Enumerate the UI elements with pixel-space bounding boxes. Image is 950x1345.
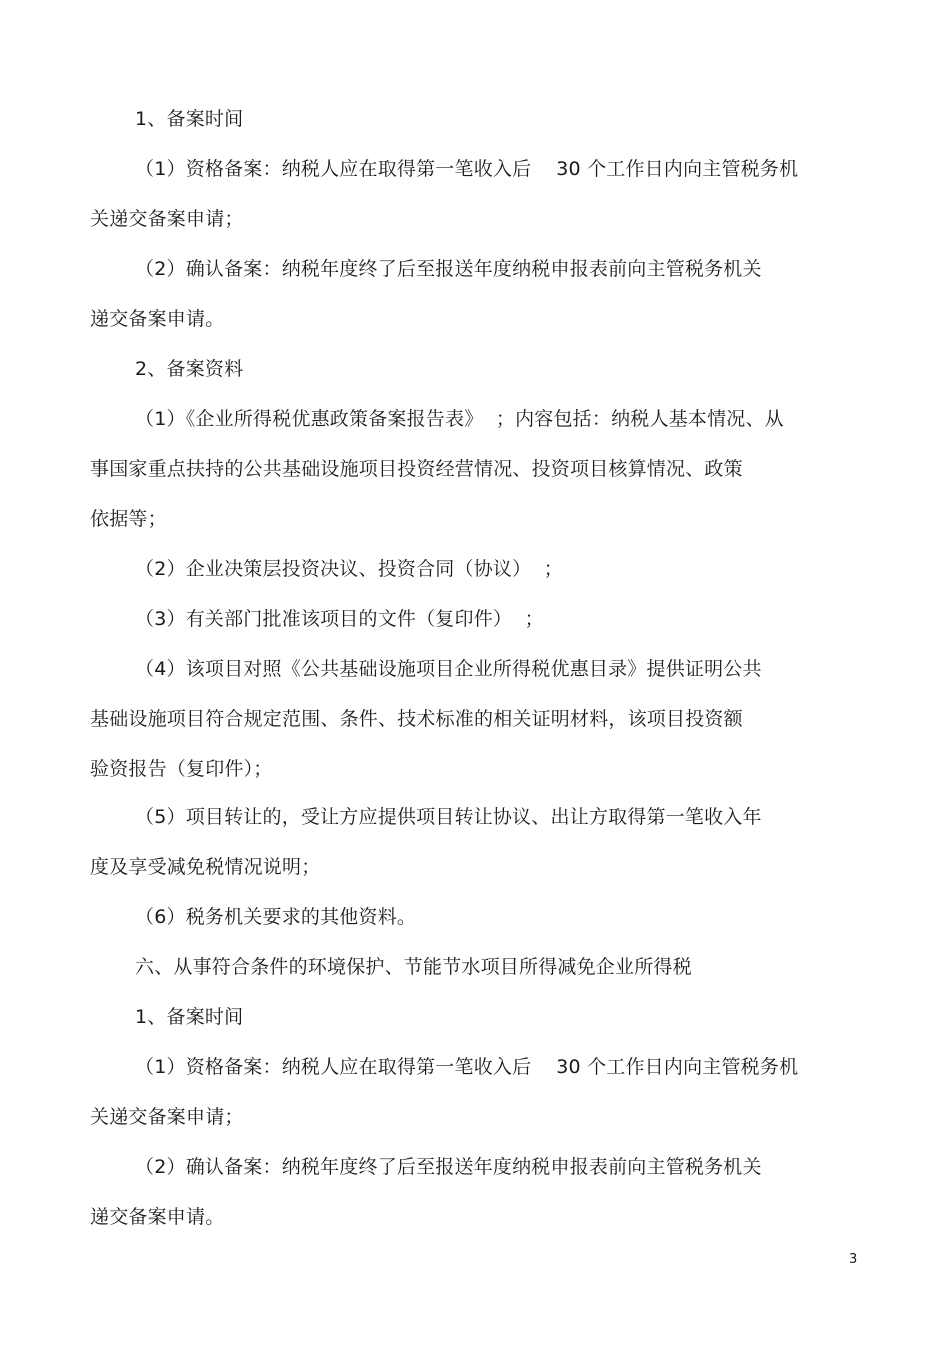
text-line: 度及享受减免税情况说明； [90,856,321,878]
text-line: 关递交备案申请； [90,1106,244,1128]
text-line: （5）项目转让的，受让方应提供项目转让协议、出让方取得第一笔收入年 [135,806,762,828]
text-line: （4）该项目对照《公共基础设施项目企业所得税优惠目录》提供证明公共 [135,658,762,680]
text-line: 1、备案时间 [135,1006,244,1028]
text-line: （2）确认备案：纳税年度终了后至报送年度纳税申报表前向主管税务机关 [135,258,762,280]
text-line: （1）资格备案：纳税人应在取得第一笔收入后 30 个工作日内向主管税务机 [135,158,799,180]
text-line: 递交备案申请。 [90,308,225,330]
text-line: （1）《企业所得税优惠政策备案报告表》 ；内容包括：纳税人基本情况、从 [135,408,784,430]
text-line: （2）确认备案：纳税年度终了后至报送年度纳税申报表前向主管税务机关 [135,1156,762,1178]
text-line: 验资报告（复印件）； [90,758,273,780]
text-line: 递交备案申请。 [90,1206,225,1228]
text-line: （1）资格备案：纳税人应在取得第一笔收入后 30 个工作日内向主管税务机 [135,1056,799,1078]
text-line: 基础设施项目符合规定范围、条件、技术标准的相关证明材料，该项目投资额 [90,708,743,730]
text-line: 关递交备案申请； [90,208,244,230]
text-line: 依据等； [90,508,167,530]
section-heading: 六、从事符合条件的环境保护、节能节水项目所得减免企业所得税 [135,956,692,978]
text-line: 1、备案时间 [135,108,244,130]
text-line: 事国家重点扶持的公共基础设施项目投资经营情况、投资项目核算情况、政策 [90,458,743,480]
text-line: （2）企业决策层投资决议、投资合同（协议） ； [135,558,563,580]
text-line: （6）税务机关要求的其他资料。 [135,906,417,928]
text-line: （3）有关部门批准该项目的文件（复印件） ； [135,608,544,630]
page-number: 3 [849,1252,858,1267]
text-line: 2、备案资料 [135,358,244,380]
